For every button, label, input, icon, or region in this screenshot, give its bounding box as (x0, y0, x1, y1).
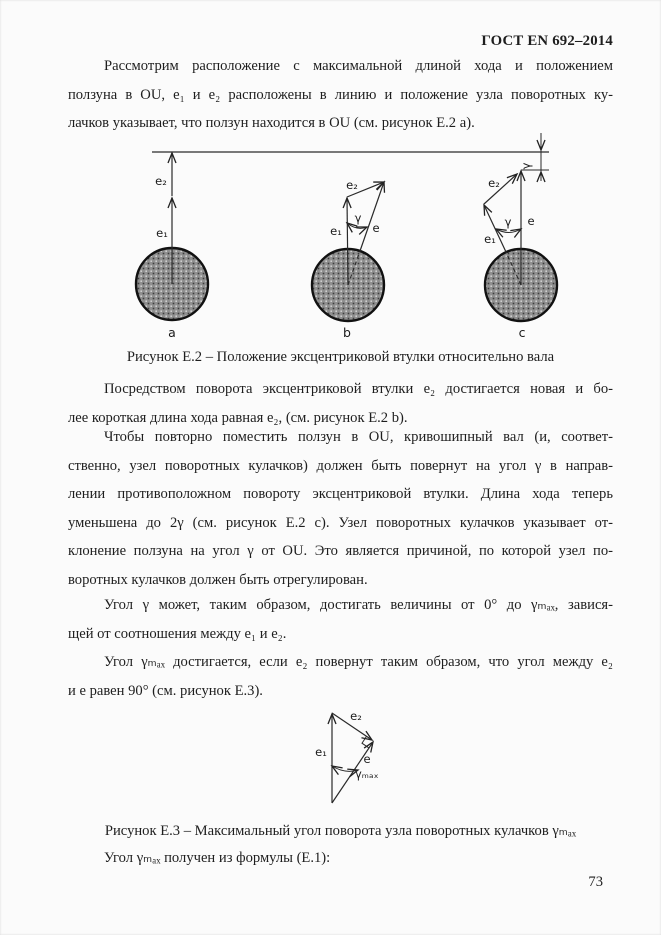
text-line: Угол γ может, таким образом, достигать величины от 0° до γₘₐₓ, завися- (104, 597, 613, 613)
text-line: ползуна в OU, e₁ и e₂ расположены в линию и положение узла поворотных ку- (68, 86, 613, 103)
label-e-b: e (372, 221, 380, 235)
right-angle-mark (362, 737, 369, 748)
label-e1-b: e₁ (330, 224, 342, 238)
label-gamma-max: γₘₐₓ (355, 767, 379, 781)
figure-e3-caption: Рисунок Е.3 – Максимальный угол поворота узла поворотных кулачков γₘₐₓ (104, 823, 577, 839)
text-line: уменьшена до 2γ (см. рисунок Е.2 с). Узел поворотных кулачков указывает от- (68, 514, 613, 531)
text-line: Угол γₘₐₓ достигается, если e₂ повернут таким образом, что угол между e₂ (104, 654, 613, 670)
subfigure-tag-a: a (168, 325, 176, 340)
figure-e3-drawing (290, 700, 430, 820)
label-e1: e₁ (315, 745, 327, 759)
label-e2-b: e₂ (346, 178, 358, 192)
text-line: щей от соотношения между e₁ и e₂. (68, 625, 287, 642)
figure-e2-drawing (100, 126, 580, 342)
paragraph-6 (68, 844, 613, 873)
label-e: e (363, 752, 371, 766)
subfigure-tag-c: c (518, 325, 526, 340)
label-e1-a: e₁ (156, 226, 168, 240)
diagram-b (312, 178, 384, 340)
text-line: и e равен 90° (см. рисунок Е.3). (68, 682, 263, 699)
dimension-gamma-label: γ (519, 162, 533, 170)
paragraph-3 (68, 423, 613, 594)
label-e2: e₂ (350, 709, 362, 723)
text-line: лачков указывает, что ползун находится в OU (см. рисунок Е.2 а). (68, 115, 475, 131)
diagram-a (136, 153, 208, 340)
page-header-standard-number: ГОСТ EN 692–2014 (481, 33, 613, 49)
label-e2-c: e₂ (488, 176, 500, 190)
text-line: Угол γₘₐₓ получен из формулы (Е.1): (104, 850, 331, 866)
paragraph-5 (68, 648, 613, 705)
paragraph-4 (68, 591, 613, 648)
text-line: клонение ползуна на угол γ от OU. Это является причиной, по которой узел по- (68, 543, 613, 559)
paragraph-1 (68, 52, 613, 138)
figure-e2-caption-block (68, 343, 613, 372)
label-e2-a: e₂ (155, 174, 167, 188)
label-gamma-b: γ (354, 211, 362, 225)
text-line: Чтобы повторно поместить ползун в OU, кривошипный вал (и, соответ- (104, 429, 613, 445)
text-line: лении противоположном повороту эксцентриковой втулки. Длина хода теперь (68, 486, 613, 502)
label-gamma-c: γ (504, 215, 512, 229)
figure-e3-caption-block (68, 817, 613, 846)
stroke-offset-dimension (519, 133, 549, 181)
subfigure-tag-b: b (343, 325, 351, 340)
label-e1-c: e₁ (484, 232, 496, 246)
text-line: Посредством поворота эксцентриковой втулки e₂ достигается новая и бо- (104, 381, 613, 397)
text-line: Рассмотрим расположение с максимальной длиной хода и положением (104, 58, 613, 74)
label-e-c: e (527, 214, 535, 228)
figure-e2-caption: Рисунок Е.2 – Положение эксцентриковой втулки относительно вала (126, 349, 555, 365)
text-line: лее короткая длина хода равная e₂, (см. рисунок Е.2 b). (68, 409, 408, 426)
page-number: 73 (588, 874, 603, 890)
text-line: воротных кулачков должен быть отрегулирован. (68, 571, 368, 588)
diagram-c (484, 171, 557, 340)
text-line: ственно, узел поворотных кулачков) должен быть повернут на угол γ в направ- (68, 457, 613, 474)
